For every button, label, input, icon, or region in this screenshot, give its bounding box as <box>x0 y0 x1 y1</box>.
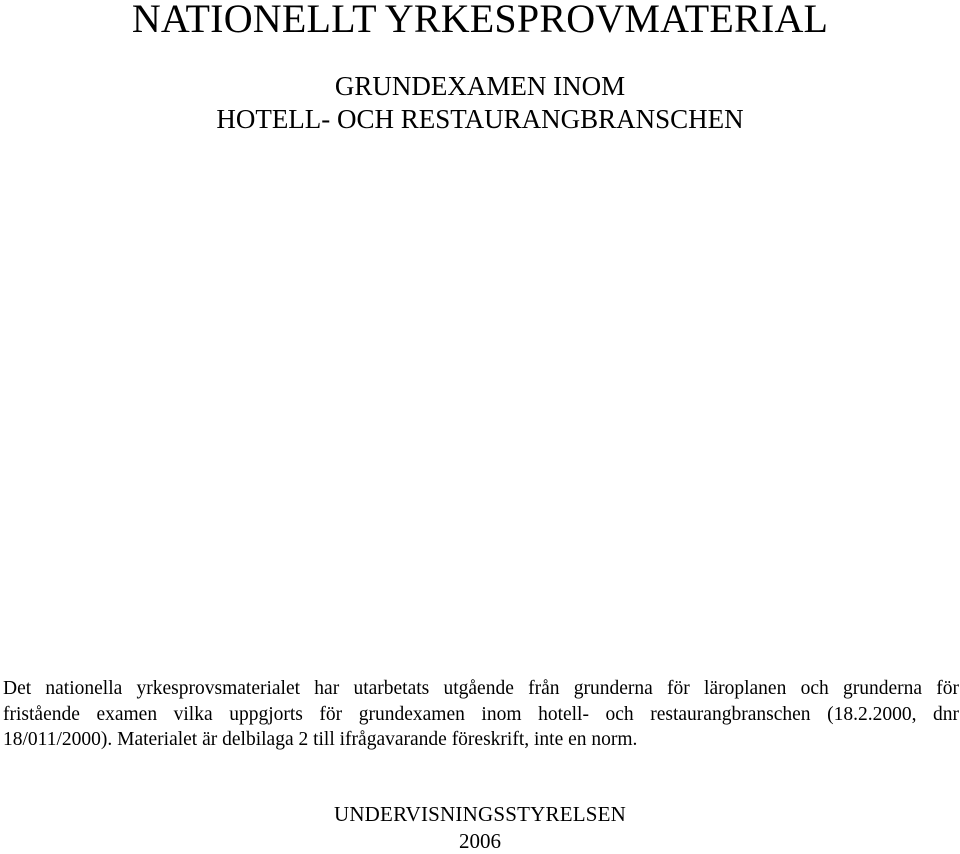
document-subtitle-line-1: GRUNDEXAMEN INOM <box>334 71 626 101</box>
intro-paragraph-line-3: 18/011/2000). Materialet är delbilaga 2 till ifrågavarande föreskrift, inte en norm. <box>3 729 638 750</box>
intro-paragraph <box>3 676 959 753</box>
document-subtitle-line-2: HOTELL- OCH RESTAURANGBRANSCHEN <box>216 104 744 134</box>
intro-paragraph-line-2: fristående examen vilka uppgjorts för grundexamen inom hotell- och restaurangbranschen (18.2.2000, dnr <box>3 703 959 725</box>
document-title: NATIONELLT YRKESPROVMATERIAL <box>131 0 829 41</box>
intro-paragraph-line-1: Det nationella yrkesprovsmaterialet har utarbetats utgående från grunderna för läroplanen och grunderna för <box>3 678 959 699</box>
publisher-name: UNDERVISNINGSSTYRELSEN <box>333 802 627 826</box>
publication-year: 2006 <box>459 829 501 853</box>
